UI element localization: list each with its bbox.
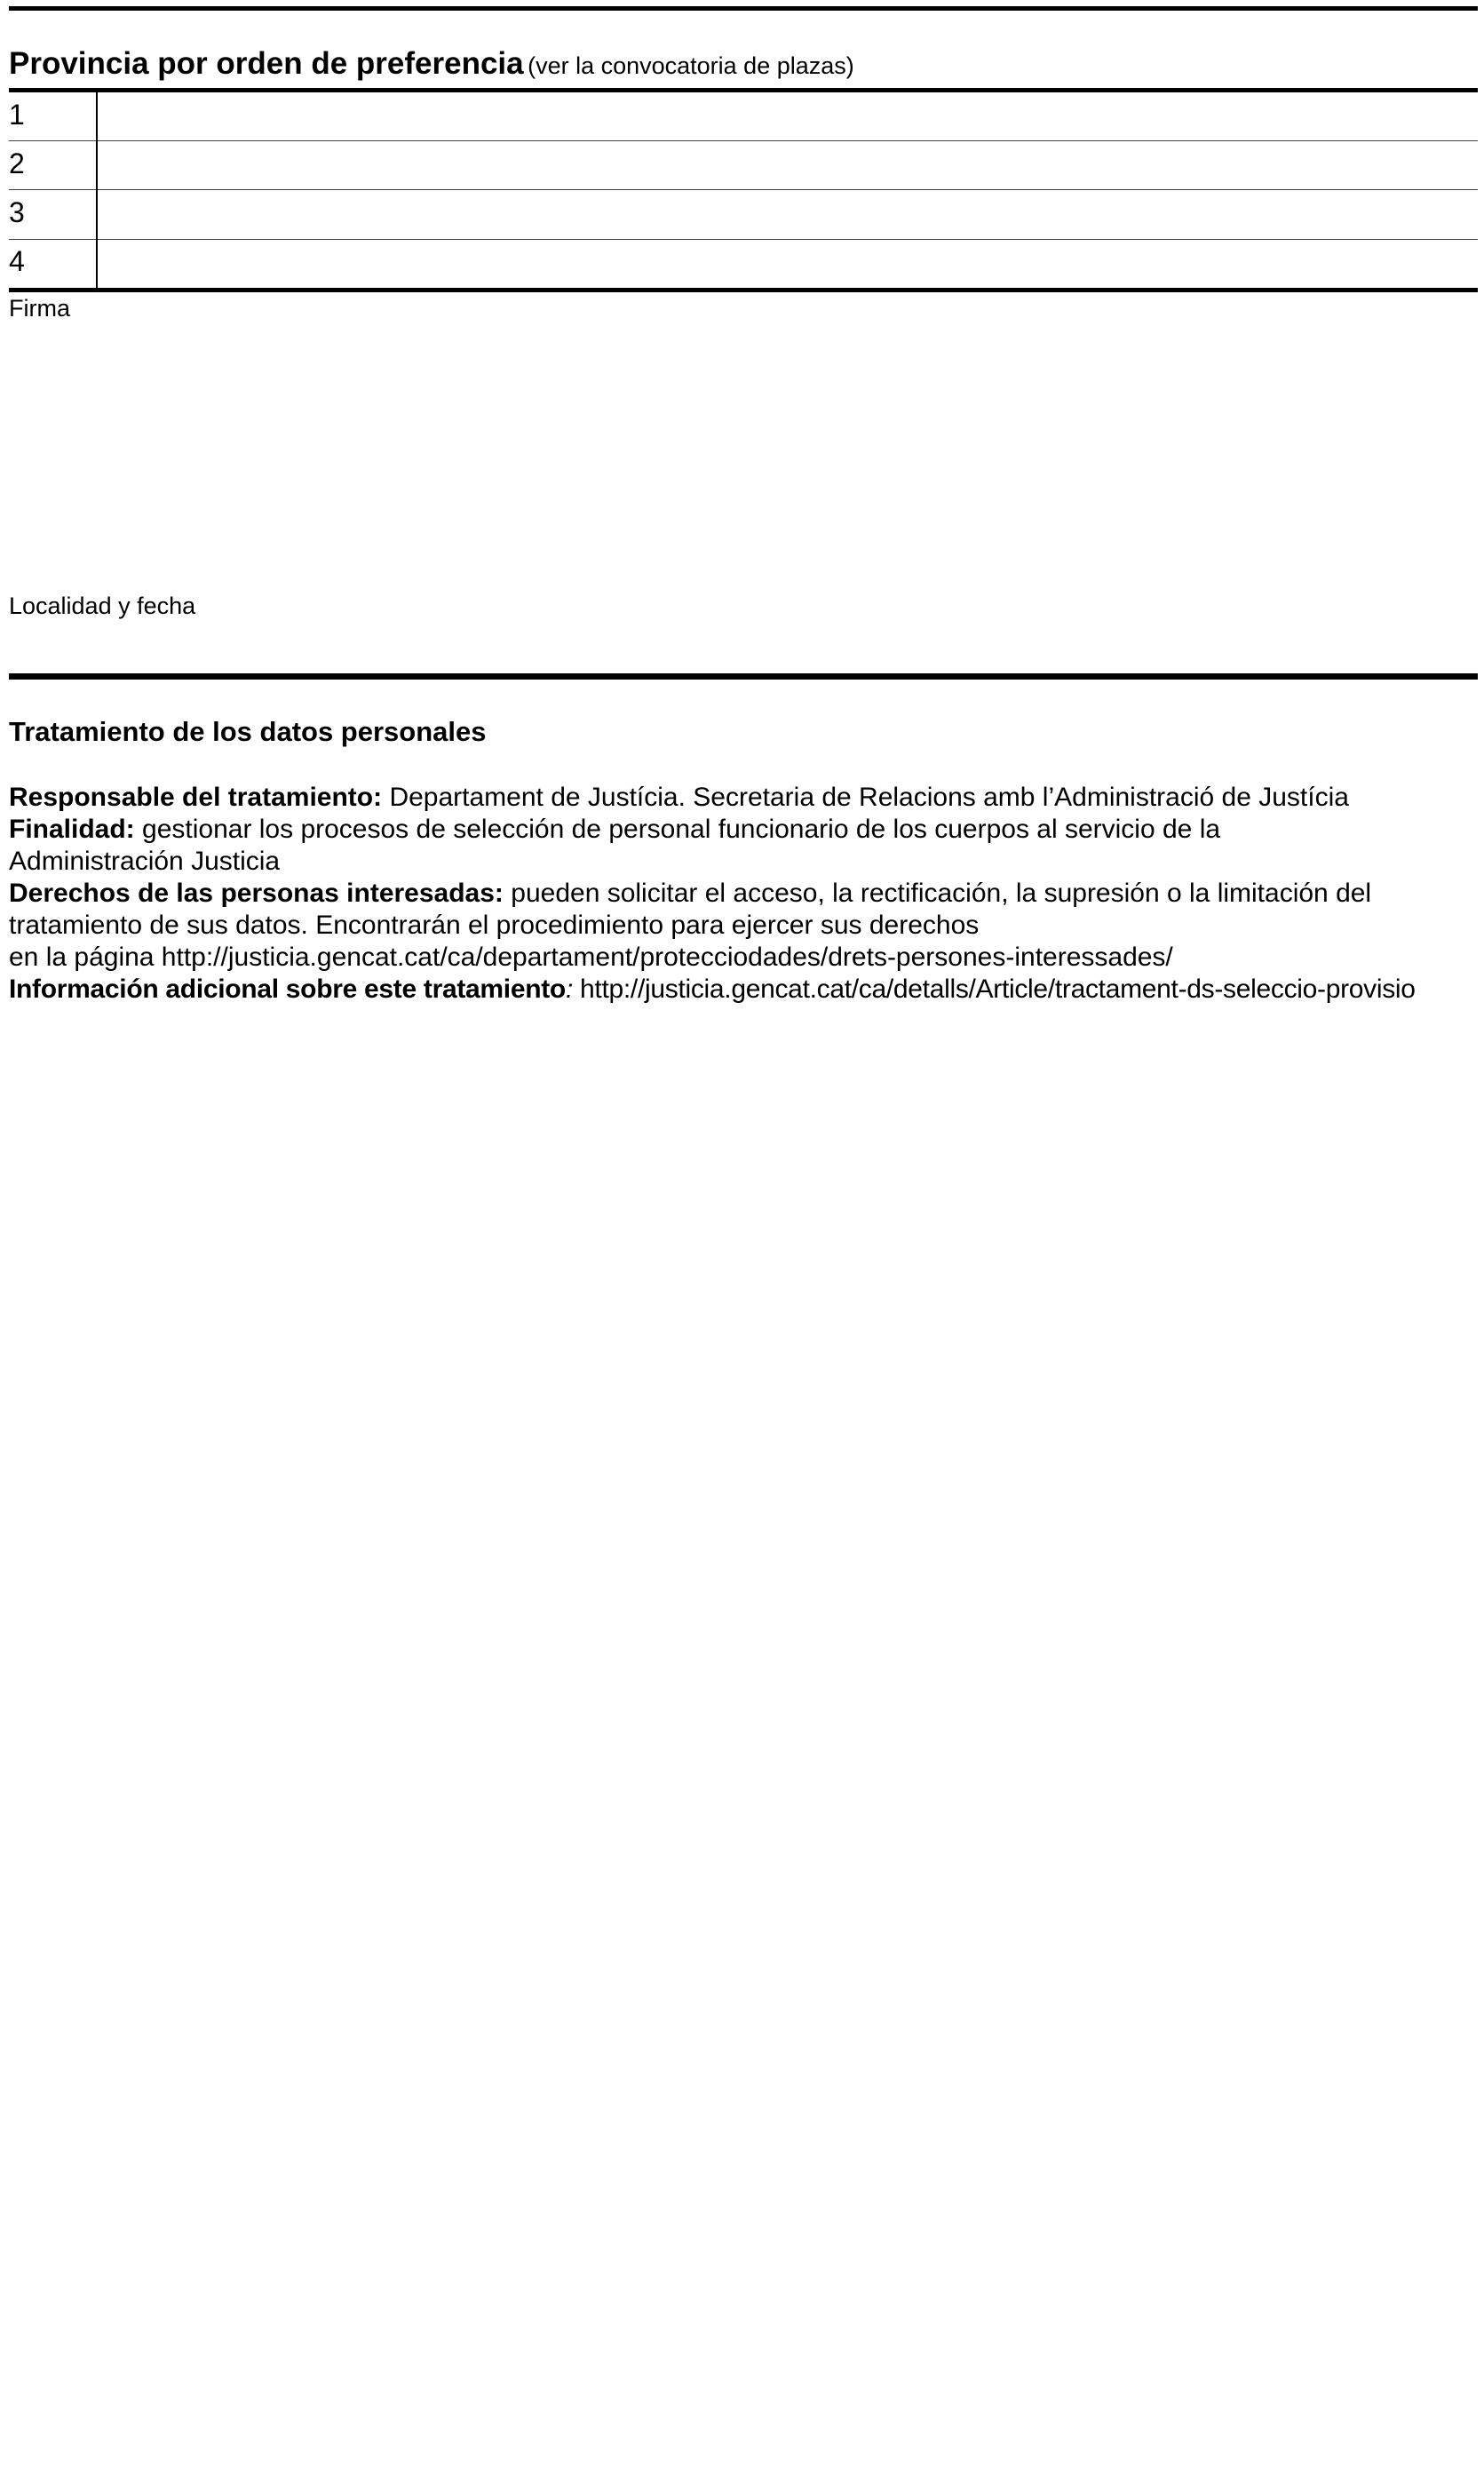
section-separator <box>9 673 1478 680</box>
signature-field[interactable] <box>9 325 1478 583</box>
info-line <box>9 974 1416 1006</box>
preference-row-number: 4 <box>9 245 25 277</box>
responsable-text: Departament de Justícia. Secretaria de Relacions amb l’Administració de Justícia <box>389 783 1349 812</box>
preferences-title: Provincia por orden de preferencia <box>9 46 524 81</box>
locality-date-label: Localidad y fecha <box>9 593 196 619</box>
preference-input-2[interactable] <box>99 142 1476 188</box>
responsable-label: Responsable del tratamiento: <box>9 783 383 812</box>
info-label: Información adicional sobre este tratamiento <box>9 974 566 1004</box>
info-colon: : <box>565 974 573 1004</box>
table-column-divider <box>96 92 98 290</box>
row-divider-2 <box>9 189 1478 190</box>
preference-input-4[interactable] <box>99 241 1476 287</box>
table-bottom-border <box>9 288 1478 292</box>
preference-row-number: 1 <box>9 99 25 131</box>
info-url-link[interactable]: http://justicia.gencat.cat/ca/detalls/Article/tractament-ds-seleccio-provisio <box>580 974 1416 1004</box>
row-divider-3 <box>9 239 1478 240</box>
responsable-line <box>9 782 1349 814</box>
derechos-line <box>9 878 1371 910</box>
finalidad-line-2: Administración Justicia <box>9 847 281 876</box>
derechos-line-3[interactable]: en la página http://justicia.gencat.cat/ca/departament/protecciodades/drets-persones-interessades/ <box>9 943 1173 972</box>
top-border <box>9 6 1478 11</box>
preference-input-3[interactable] <box>99 191 1476 237</box>
derechos-label: Derechos de las personas interesadas: <box>9 879 504 908</box>
preferences-note: (ver la convocatoria de plazas) <box>528 52 854 79</box>
derechos-text: pueden solicitar el acceso, la rectificación, la supresión o la limitación del <box>511 879 1372 908</box>
preference-input-1[interactable] <box>99 92 1476 139</box>
finalidad-line <box>9 814 1220 846</box>
preferences-heading <box>9 46 854 82</box>
privacy-section-title: Tratamiento de los datos personales <box>9 716 487 747</box>
derechos-line-2: tratamiento de sus datos. Encontrarán el procedimiento para ejercer sus derechos <box>9 911 980 940</box>
row-divider-1 <box>9 140 1478 141</box>
finalidad-label: Finalidad: <box>9 815 135 844</box>
preference-row-number: 3 <box>9 196 25 228</box>
finalidad-text: gestionar los procesos de selección de personal funcionario de los cuerpos al servicio de la <box>142 815 1221 844</box>
firma-label: Firma <box>9 295 70 322</box>
preference-row-number: 2 <box>9 147 25 179</box>
